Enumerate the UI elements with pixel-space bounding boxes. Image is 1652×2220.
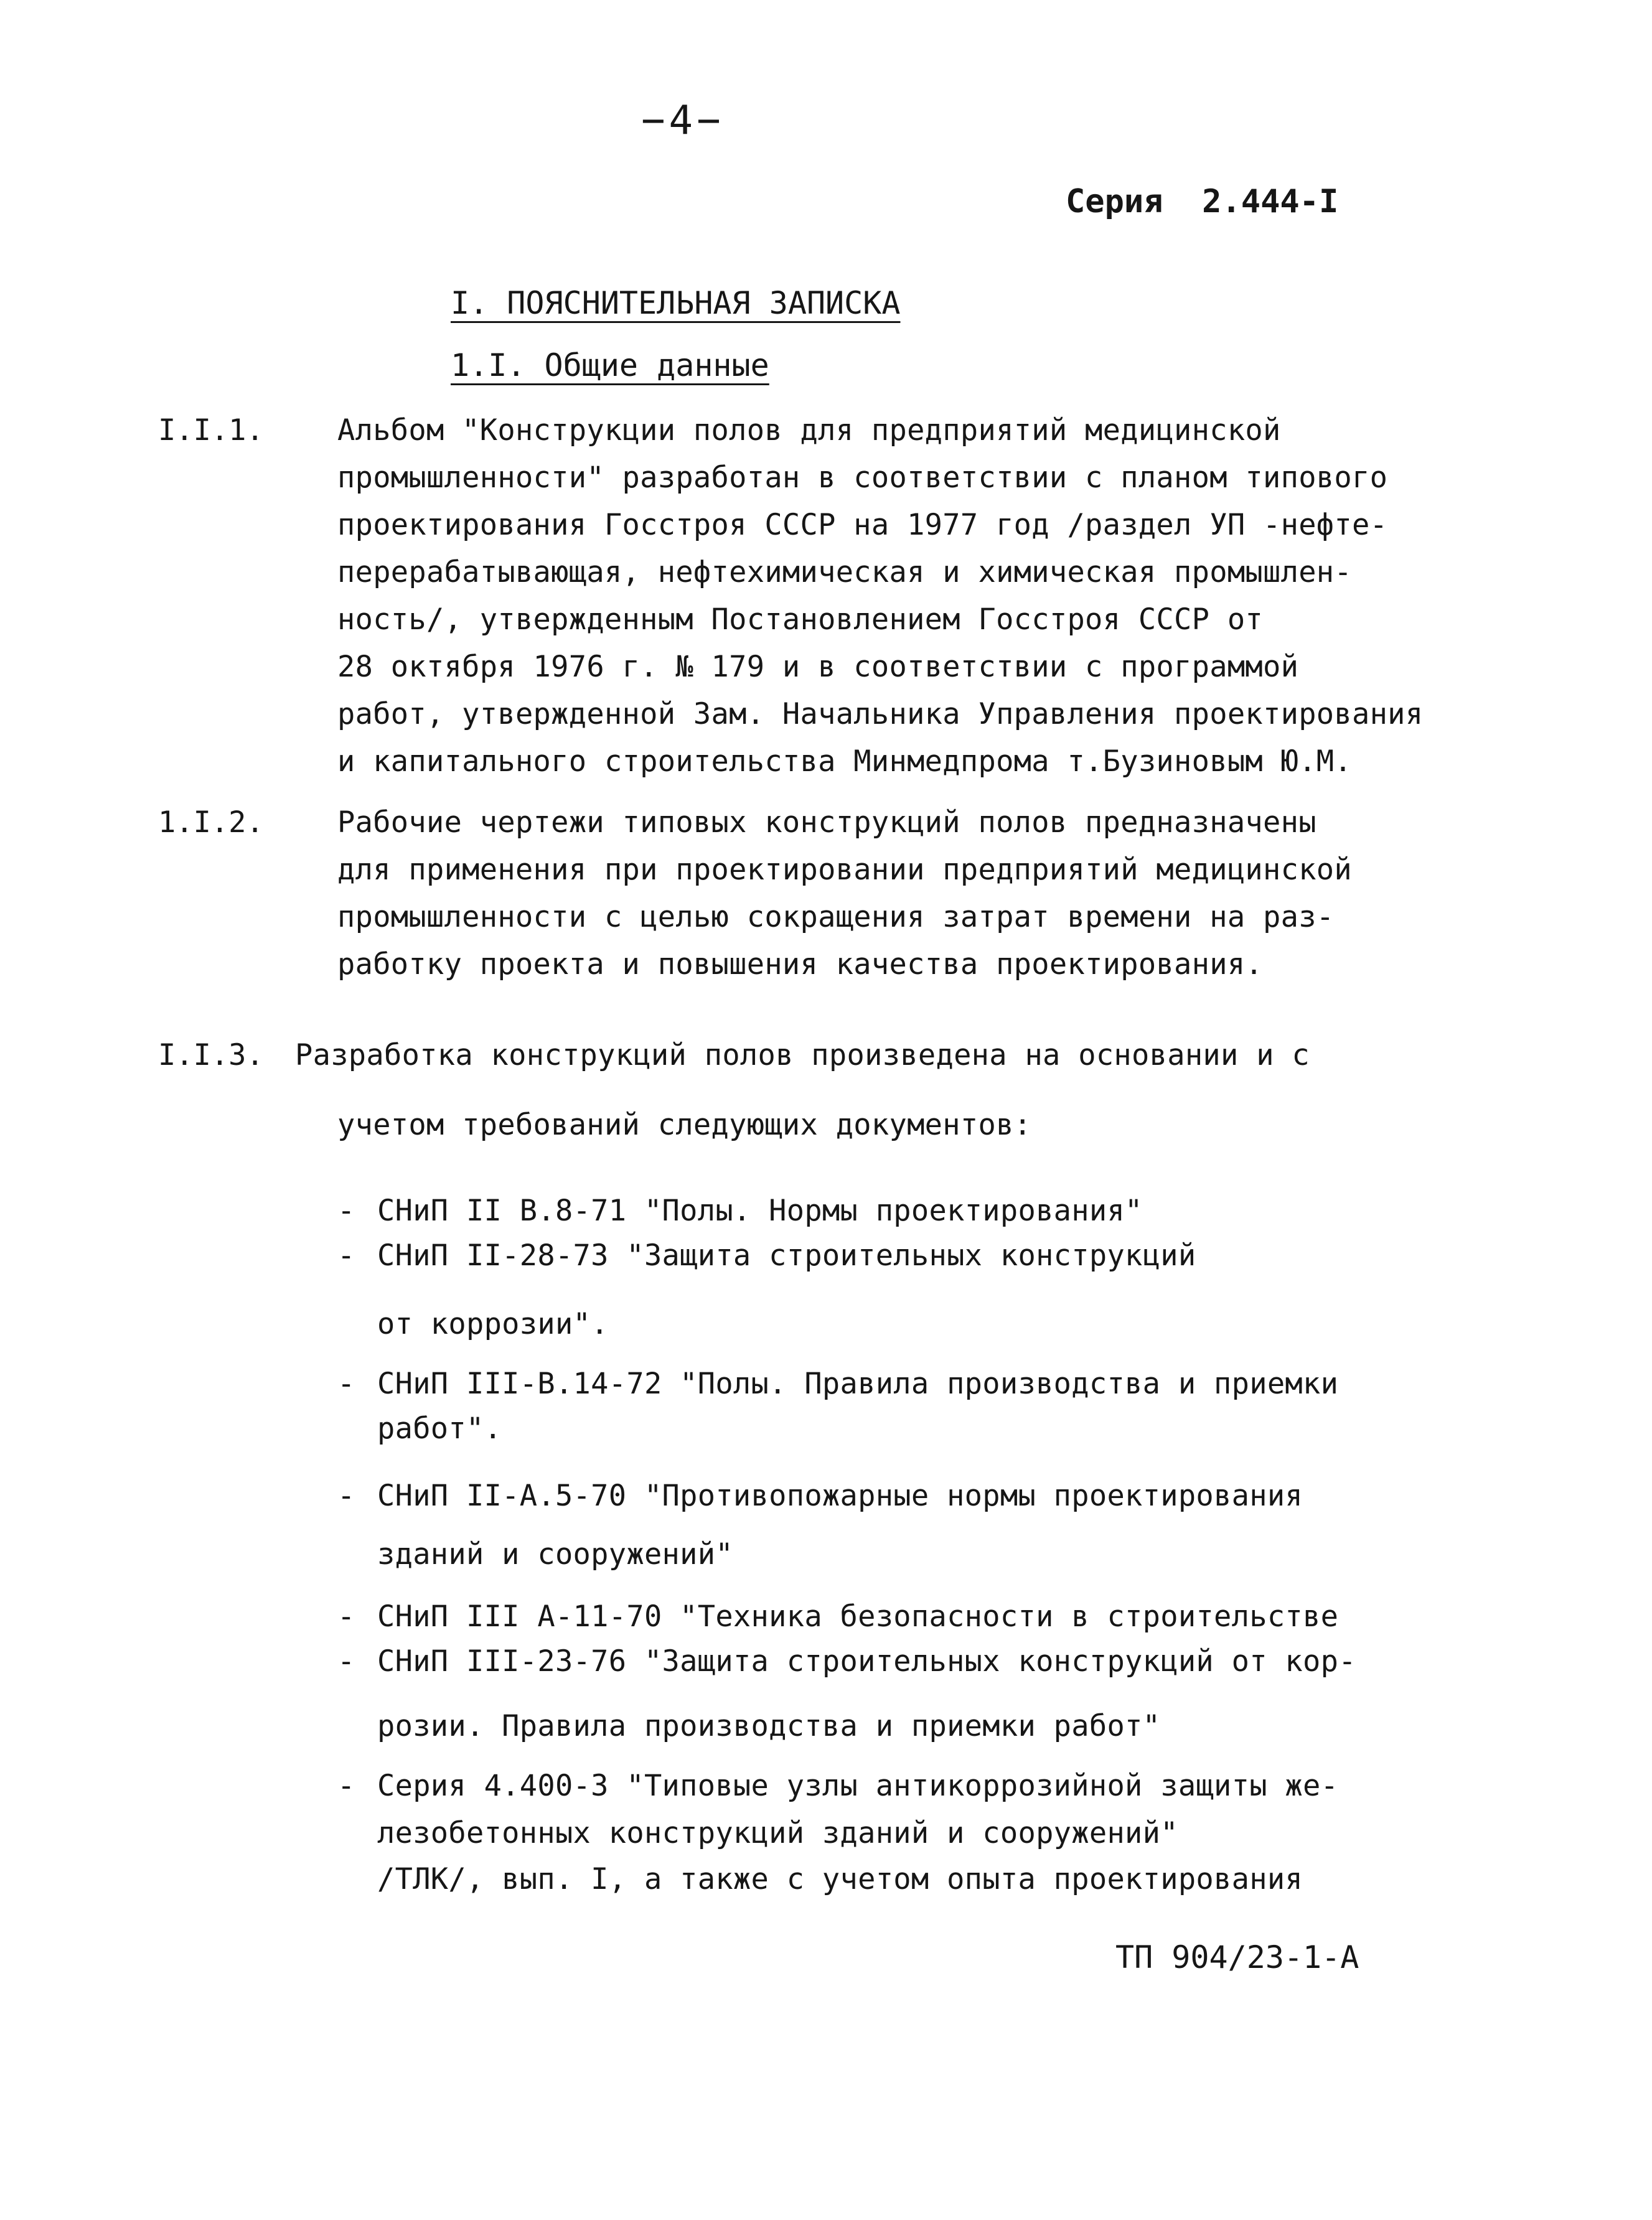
list-bullet: - [337,1599,355,1634]
list-bullet: - [337,1367,355,1401]
list-item: розии. Правила производства и приемки работ" [377,1709,1161,1743]
paragraph-line: работку проекта и повышения качества проектирования. [337,947,1264,981]
list-item: СНиП III-В.14-72 "Полы. Правила производства и приемки [377,1367,1339,1401]
list-bullet: - [337,1769,355,1803]
paragraph-line: Разработка конструкций полов произведена на основании и с [295,1038,1310,1072]
paragraph-line: перерабатывающая, нефтехимическая и химическая промышлен- [337,555,1352,589]
list-item: Серия 4.400-3 "Типовые узлы антикоррозийной защиты же- [377,1769,1339,1803]
paragraph-line: промышленности" разработан в соответствии с планом типового [337,461,1388,495]
series-label: Серия 2.444-I [1066,183,1339,220]
list-item: от коррозии". [377,1307,609,1341]
paragraph-line: промышленности с целью сокращения затрат времени на раз- [337,900,1335,934]
list-bullet: - [337,1479,355,1513]
paragraph-number: I.I.3. [158,1038,264,1072]
paragraph-number: I.I.1. [158,413,264,447]
list-item: СНиП III-23-76 "Защита строительных конструкций от кор- [377,1644,1356,1679]
list-item: СНиП II-28-73 "Защита строительных конструкций [377,1239,1196,1273]
document-code: ТП 904/23-1-А [1115,1939,1359,1975]
paragraph-line: работ, утвержденной Зам. Начальника Управления проектирования [337,697,1424,731]
list-bullet: - [337,1239,355,1273]
paragraph-line: ность/, утвержденным Постановлением Госстроя СССР от [337,602,1264,637]
paragraph-line: и капитального строительства Минмедпрома т.Бузиновым Ю.М. [337,744,1352,779]
list-bullet: - [337,1194,355,1228]
list-item: работ". [377,1412,502,1446]
paragraph-line: учетом требований следующих документов: [337,1108,1032,1142]
paragraph-number: 1.I.2. [158,805,264,840]
paragraph-line: Альбом "Конструкции полов для предприятий медицинской [337,413,1281,447]
list-item: СНиП II В.8-71 "Полы. Нормы проектирования" [377,1194,1143,1228]
list-bullet: - [337,1644,355,1679]
subsection-title: 1.I. Общие данные [451,347,769,383]
list-item: лезобетонных конструкций зданий и сооружений" [377,1816,1178,1850]
list-item: СНиП II-А.5-70 "Противопожарные нормы проектирования [377,1479,1303,1513]
paragraph-line: для применения при проектировании предприятий медицинской [337,853,1352,887]
section-title: I. ПОЯСНИТЕЛЬНАЯ ЗАПИСКА [451,285,901,321]
paragraph-line: проектирования Госстроя СССР на 1977 год /раздел УП -нефте- [337,508,1388,542]
list-item: зданий и сооружений" [377,1537,733,1571]
paragraph-line: 28 октября 1976 г. № 179 и в соответствии с программой [337,650,1299,684]
paragraph-line: Рабочие чертежи типовых конструкций полов предназначены [337,805,1316,840]
page-number: −4− [641,98,725,144]
list-item: /ТЛК/, вып. I, а также с учетом опыта проектирования [377,1862,1303,1896]
list-item: СНиП III А-11-70 "Техника безопасности в строительстве [377,1599,1339,1634]
